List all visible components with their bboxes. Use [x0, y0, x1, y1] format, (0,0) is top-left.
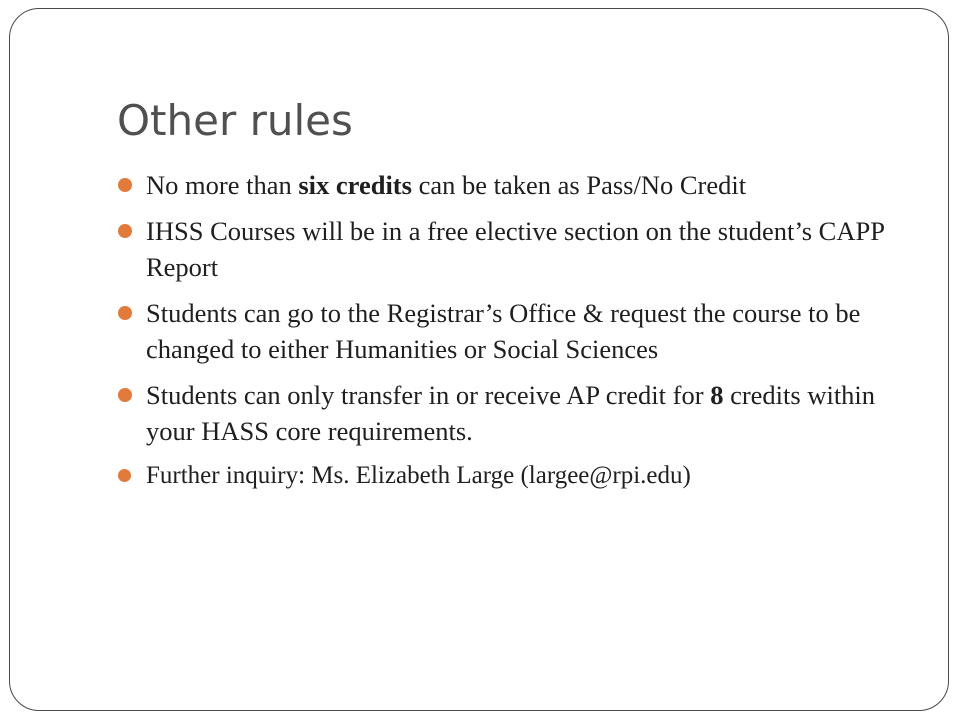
bullet-text: Further inquiry: Ms. Elizabeth Large (largee@rpi.edu): [146, 462, 691, 489]
bullet-text: IHSS Courses will be in a free elective section on the student’s CAPP Report: [146, 216, 884, 282]
bullet-dot-icon: [118, 469, 131, 482]
bullet-item-registrar-office: [118, 295, 888, 367]
bullet-dot-icon: [118, 224, 132, 238]
bullet-dot-icon: [118, 388, 132, 402]
bullet-list: [118, 167, 888, 493]
slide: [9, 8, 949, 711]
bullet-item-transfer-credit: [118, 377, 888, 449]
bullet-text-before: No more than: [146, 170, 299, 200]
bullet-text-after: credits within your HASS core requirements.: [146, 380, 876, 446]
bullet-text: Students can go to the Registrar’s Office & request the course to be changed to either Humanities or Social Sciences: [146, 298, 861, 364]
bullet-item-pass-no-credit: [118, 167, 888, 203]
bullet-text-after: can be taken as Pass/No Credit: [411, 170, 747, 200]
bullet-item-further-inquiry: [118, 459, 888, 493]
bullet-text-before: Students can only transfer in or receive AP credit for: [146, 380, 711, 410]
slide-title: Other rules: [117, 96, 353, 145]
bullet-item-ihss-courses: [118, 213, 888, 285]
bullet-text-bold: 8: [710, 380, 724, 410]
bullet-dot-icon: [118, 178, 132, 192]
bullet-dot-icon: [118, 306, 132, 320]
bullet-text-bold: six credits: [298, 170, 412, 200]
